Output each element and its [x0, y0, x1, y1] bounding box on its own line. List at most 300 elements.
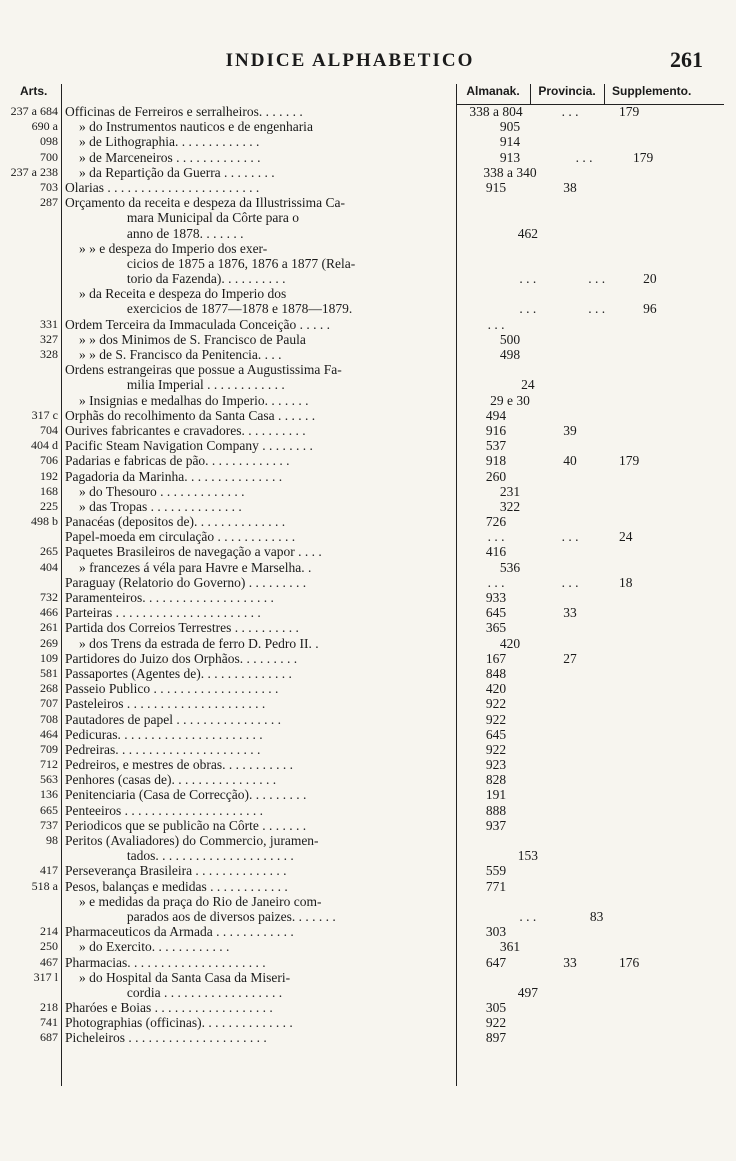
column-divider	[604, 84, 605, 104]
article-number: 269	[40, 635, 58, 650]
provincia-page	[562, 256, 631, 271]
article-number	[0, 393, 61, 408]
index-row	[0, 787, 736, 802]
index-row	[0, 256, 736, 271]
index-row	[0, 742, 736, 757]
article-number: 287	[40, 195, 58, 210]
provincia-page: . . .	[588, 271, 606, 287]
almanak-page: 420	[499, 635, 521, 651]
entry-text: » de Marceneiros . . . . . . . . . . . . .	[79, 149, 261, 165]
article-number: 732	[40, 590, 58, 604]
provincia-page: . . .	[575, 149, 593, 165]
entry-text: Periodicos que se publicão na Côrte . . . . . . .	[65, 817, 307, 833]
supplemento-page	[607, 620, 719, 635]
almanak-page: 922	[485, 696, 507, 712]
index-row	[0, 575, 736, 590]
provincia-page	[533, 590, 607, 605]
provincia-page	[533, 438, 607, 453]
provincia-page	[533, 803, 607, 818]
article-number: 250	[40, 939, 58, 954]
index-row	[0, 286, 736, 301]
provincia-page	[547, 970, 621, 985]
provincia-page	[533, 712, 607, 727]
provincia-page: 38	[563, 179, 577, 195]
article-number: 712	[40, 757, 58, 772]
column-header-supplemento: Supplemento.	[612, 84, 692, 98]
provincia-page: 83	[589, 908, 604, 924]
index-row	[0, 879, 736, 894]
provincia-page: 33	[563, 605, 577, 621]
article-number: 328	[40, 347, 58, 361]
entry-text: Pautadores de papel . . . . . . . . . . . . . . . .	[65, 711, 281, 727]
provincia-page	[533, 818, 607, 833]
article-number: 690 a	[31, 119, 58, 134]
supplemento-page	[631, 210, 736, 225]
entry-text: Orçamento da receita e despeza da Illustrissima Ca-	[65, 195, 345, 211]
article-number	[0, 210, 57, 225]
index-row	[0, 970, 736, 985]
index-row	[0, 241, 736, 256]
article-number	[0, 301, 57, 316]
article-number: 741	[40, 1015, 58, 1030]
article-number	[0, 575, 61, 590]
provincia-page	[533, 514, 607, 529]
article-number	[0, 848, 57, 863]
article-number: 237 a 238	[10, 164, 58, 179]
supplemento-page	[607, 180, 719, 195]
index-row	[0, 681, 736, 696]
supplemento-page	[607, 317, 719, 332]
index-row	[0, 332, 736, 347]
almanak-page: 231	[499, 483, 521, 499]
provincia-page	[533, 544, 607, 559]
entry-text: milia Imperial . . . . . . . . . . . .	[126, 377, 285, 393]
entry-text: Pharóes e Boias . . . . . . . . . . . . . . . . . .	[65, 1000, 273, 1016]
provincia-page: 39	[563, 422, 577, 438]
almanak-page: . . .	[519, 301, 537, 317]
provincia-page	[547, 165, 621, 180]
almanak-page: 498	[499, 347, 521, 362]
entry-text: Ourives fabricantes e cravadores. . . . . . . . . .	[65, 422, 306, 438]
entry-text: Pacific Steam Navigation Company . . . . . . . .	[65, 438, 313, 454]
supplemento-page	[607, 544, 719, 559]
index-row	[0, 696, 736, 711]
supplemento-page	[607, 362, 719, 377]
entry-text: mara Municipal da Côrte para o	[126, 210, 299, 226]
almanak-page: 726	[485, 514, 507, 530]
almanak-page: 191	[485, 787, 507, 803]
provincia-page	[533, 727, 607, 742]
provincia-page: . . .	[561, 574, 579, 590]
provincia-page	[533, 362, 607, 377]
provincia-page	[547, 119, 621, 134]
provincia-page	[547, 939, 621, 954]
entry-text: Pedreiros, e mestres de obras. . . . . . . . . . .	[65, 757, 293, 773]
almanak-page: 771	[485, 878, 507, 894]
supplemento-page	[607, 833, 719, 848]
article-number: 218	[40, 1000, 58, 1015]
entry-text: Pharmaceuticos da Armada . . . . . . . . . . . .	[65, 924, 294, 940]
supplemento-page	[621, 636, 733, 651]
provincia-page	[533, 317, 607, 332]
supplemento-page	[607, 1030, 719, 1045]
almanak-page: 937	[485, 817, 507, 833]
article-number: 417	[40, 863, 58, 878]
article-number: 703	[40, 179, 58, 194]
entry-text: » dos Trens da estrada de ferro D. Pedro II. .	[79, 635, 319, 651]
supplemento-page	[621, 134, 733, 149]
article-number	[0, 226, 57, 241]
supplemento-page	[621, 560, 733, 575]
index-row	[0, 119, 736, 134]
entry-text: Paramenteiros. . . . . . . . . . . . . . . . . . . .	[65, 590, 274, 605]
entry-text: tados. . . . . . . . . . . . . . . . . . . . .	[126, 848, 294, 864]
provincia-page	[547, 134, 621, 149]
index-row	[0, 165, 736, 180]
supplemento-page: 179	[633, 149, 654, 165]
article-number	[0, 362, 61, 377]
supplemento-page	[631, 909, 736, 924]
entry-text: Ordens estrangeiras que possue a Augustissima Fa-	[65, 362, 342, 378]
index-row	[0, 818, 736, 833]
index-row	[0, 362, 736, 377]
supplemento-page	[607, 514, 719, 529]
almanak-page: 897	[485, 1030, 507, 1046]
entry-text: Papel-moeda em circulação . . . . . . . . . . . .	[65, 529, 296, 545]
article-number: 109	[40, 650, 58, 665]
entry-text: Orphãs do recolhimento da Santa Casa . . . . . .	[65, 407, 316, 423]
page-number: 261	[670, 47, 703, 72]
article-number	[0, 271, 57, 286]
supplemento-page	[607, 696, 719, 711]
article-number: 464	[40, 726, 58, 741]
entry-text: » » dos Minimos de S. Francisco de Paula	[79, 331, 306, 347]
index-row	[0, 226, 736, 241]
provincia-page	[533, 879, 607, 894]
almanak-page: 922	[485, 711, 507, 727]
supplemento-page	[621, 119, 733, 134]
almanak-page: 922	[485, 1015, 507, 1031]
supplemento-page	[607, 757, 719, 772]
index-row	[0, 939, 736, 954]
provincia-page	[547, 286, 621, 301]
index-row	[0, 195, 736, 210]
supplemento-page	[607, 818, 719, 833]
provincia-page	[533, 469, 607, 484]
article-number: 706	[40, 453, 58, 468]
entry-text: » das Tropas . . . . . . . . . . . . . .	[79, 498, 242, 514]
supplemento-page	[607, 712, 719, 727]
almanak-page: 500	[499, 331, 521, 347]
almanak-page: 923	[485, 757, 507, 773]
supplemento-page	[631, 256, 736, 271]
supplemento-page	[607, 879, 719, 894]
provincia-page	[562, 985, 631, 1000]
provincia-page	[533, 195, 607, 210]
supplemento-page	[621, 484, 733, 499]
almanak-page	[473, 286, 547, 301]
almanak-page: 922	[485, 741, 507, 757]
index-row	[0, 514, 736, 529]
provincia-page	[547, 241, 621, 256]
article-number: 518 a	[31, 878, 58, 893]
supplemento-page	[607, 590, 719, 605]
column-header-almanak: Almanak.	[466, 84, 520, 98]
provincia-page	[533, 833, 607, 848]
column-header-provincia: Provincia.	[538, 84, 596, 98]
provincia-page	[533, 772, 607, 787]
entry-text: Photographias (officinas). . . . . . . . . . . . . .	[65, 1015, 293, 1031]
entry-text: » de Lithographia. . . . . . . . . . . . .	[79, 134, 260, 150]
entry-text: » » e despeza do Imperio dos exer-	[79, 240, 268, 256]
supplemento-page	[607, 438, 719, 453]
almanak-page: 913	[499, 149, 521, 165]
entry-text: Penteeiros . . . . . . . . . . . . . . . . . . . . .	[65, 802, 263, 818]
entry-text: Penitenciaria (Casa de Correcção). . . . . . . . .	[65, 787, 307, 803]
column-divider	[530, 84, 531, 104]
supplemento-page	[621, 241, 733, 256]
supplemento-page: 96	[643, 301, 657, 317]
article-number: 498 b	[31, 514, 58, 529]
supplemento-page	[621, 894, 733, 909]
index-row	[0, 863, 736, 878]
almanak-page: 914	[499, 134, 521, 150]
supplemento-page	[607, 787, 719, 802]
provincia-page	[533, 1030, 607, 1045]
article-number: 737	[40, 817, 58, 832]
supplemento-page	[607, 803, 719, 818]
provincia-page	[533, 1015, 607, 1030]
almanak-page: 916	[485, 422, 507, 438]
almanak-page: . . .	[487, 316, 505, 332]
column-header-arts: Arts.	[20, 84, 48, 98]
index-row	[0, 150, 736, 165]
index-row	[0, 772, 736, 787]
entry-text: » » de S. Francisco da Penitencia. . . .	[79, 347, 282, 362]
almanak-page	[473, 241, 547, 256]
supplemento-page	[607, 651, 719, 666]
article-number: 237 a 684	[10, 104, 58, 118]
almanak-page: 29 e 30	[490, 392, 530, 408]
almanak-page: 828	[485, 772, 507, 788]
index-row	[0, 104, 736, 119]
index-row	[0, 301, 736, 316]
supplemento-page	[621, 347, 733, 362]
index-row	[0, 909, 736, 924]
entry-text: Partidores do Juizo dos Orphãos. . . . . . . . .	[65, 650, 298, 666]
index-row	[0, 210, 736, 225]
almanak-page	[493, 210, 562, 225]
provincia-page: . . .	[588, 301, 606, 317]
entry-text: Olarias . . . . . . . . . . . . . . . . . . . . . . .	[65, 179, 260, 195]
entry-text: anno de 1878. . . . . . .	[126, 225, 244, 241]
almanak-page: 167	[485, 650, 507, 666]
supplemento-page	[621, 970, 733, 985]
provincia-page	[547, 332, 621, 347]
index-row	[0, 393, 736, 408]
supplemento-page	[607, 681, 719, 696]
provincia-page	[533, 681, 607, 696]
article-number	[0, 894, 61, 909]
almanak-page: 918	[485, 453, 507, 469]
article-number: 168	[40, 483, 58, 498]
supplemento-page	[607, 772, 719, 787]
provincia-page: 27	[563, 650, 577, 666]
index-row	[0, 544, 736, 559]
index-row	[0, 180, 736, 195]
article-number: 467	[40, 954, 58, 969]
entry-text: Pedreiras. . . . . . . . . . . . . . . . . . . . . .	[65, 741, 261, 757]
article-number: 709	[40, 741, 58, 756]
article-number: 136	[40, 787, 58, 802]
almanak-page: 645	[485, 605, 507, 621]
entry-text: Passeio Publico . . . . . . . . . . . . . . . . . . .	[65, 681, 279, 697]
supplemento-page	[607, 666, 719, 681]
entry-text: » da Receita e despeza do Imperio dos	[79, 286, 287, 302]
article-number: 327	[40, 331, 58, 346]
article-number: 581	[40, 665, 58, 680]
entry-text: cicios de 1875 a 1876, 1876 a 1877 (Rela-	[126, 255, 356, 271]
almanak-page	[459, 362, 533, 377]
almanak-page	[473, 894, 547, 909]
almanak-page	[493, 256, 562, 271]
almanak-page	[473, 970, 547, 985]
supplemento-page	[631, 226, 736, 241]
entry-text: » do Instrumentos nauticos e de engenharia	[79, 119, 313, 135]
article-number: 563	[40, 772, 58, 787]
supplemento-page	[631, 848, 736, 863]
index-row	[0, 317, 736, 332]
article-number	[0, 286, 61, 301]
entry-text: Pharmacias. . . . . . . . . . . . . . . . . . . . .	[65, 954, 266, 970]
index-row	[0, 560, 736, 575]
article-number: 268	[40, 681, 58, 696]
index-row	[0, 1000, 736, 1015]
article-number: 331	[40, 316, 58, 331]
article-number: 261	[40, 620, 58, 635]
entry-text: parados aos de diversos paizes. . . . . . .	[126, 908, 336, 924]
provincia-page	[547, 393, 621, 408]
almanak-page: 933	[485, 590, 507, 605]
provincia-page	[562, 848, 631, 863]
entry-text: » e medidas da praça do Rio de Janeiro com-	[79, 893, 322, 909]
supplemento-page	[607, 924, 719, 939]
index-row	[0, 423, 736, 438]
index-row	[0, 712, 736, 727]
article-number: 317 c	[31, 407, 58, 422]
supplemento-page	[621, 165, 733, 180]
article-number: 707	[40, 696, 58, 711]
almanak-page: 905	[499, 119, 521, 135]
provincia-page	[547, 484, 621, 499]
almanak-page	[459, 833, 533, 848]
index-row	[0, 757, 736, 772]
almanak-page: 537	[485, 438, 507, 454]
almanak-page: 647	[485, 954, 507, 970]
almanak-page: . . .	[519, 271, 537, 287]
almanak-page: 361	[499, 939, 521, 955]
entry-text: Penhores (casas de). . . . . . . . . . . . . . . .	[65, 772, 277, 788]
article-number: 704	[40, 422, 58, 437]
provincia-page	[547, 560, 621, 575]
index-entries	[0, 104, 736, 1046]
almanak-page: 365	[485, 620, 507, 636]
index-row	[0, 636, 736, 651]
entry-text: Partida dos Correios Terrestres . . . . . . . . . .	[65, 620, 299, 636]
provincia-page	[562, 377, 631, 392]
supplemento-page	[607, 1000, 719, 1015]
entry-text: Pagadoria da Marinha. . . . . . . . . . . . . . .	[65, 468, 283, 484]
entry-text: Paquetes Brasileiros de navegação a vapor . . . .	[65, 544, 322, 560]
index-row	[0, 271, 736, 286]
provincia-page	[562, 210, 631, 225]
index-row	[0, 377, 736, 392]
index-row	[0, 605, 736, 620]
index-row	[0, 848, 736, 863]
entry-text: Pasteleiros . . . . . . . . . . . . . . . . . . . . .	[65, 696, 266, 712]
provincia-page	[562, 226, 631, 241]
supplemento-page	[621, 286, 733, 301]
almanak-page: 536	[499, 559, 521, 575]
provincia-page	[547, 894, 621, 909]
article-number: 708	[40, 711, 58, 726]
index-row	[0, 651, 736, 666]
index-row	[0, 484, 736, 499]
supplemento-page	[621, 332, 733, 347]
entry-text: Passaportes (Agentes de). . . . . . . . . . . . . .	[65, 665, 292, 681]
article-number: 214	[40, 924, 58, 939]
supplemento-page	[631, 985, 736, 1000]
provincia-page	[533, 742, 607, 757]
provincia-page	[533, 666, 607, 681]
supplemento-page: 18	[619, 574, 633, 590]
almanak-page: 888	[485, 802, 507, 818]
almanak-page: 462	[517, 225, 538, 241]
article-number	[0, 909, 57, 924]
provincia-page	[533, 787, 607, 802]
supplemento-page	[607, 742, 719, 757]
supplemento-page	[607, 1015, 719, 1030]
almanak-page: 915	[485, 179, 507, 195]
almanak-page: 416	[485, 544, 507, 560]
entry-text: » do Hospital da Santa Casa da Miseri-	[79, 969, 291, 985]
almanak-page: 303	[485, 924, 507, 940]
provincia-page	[533, 863, 607, 878]
index-row	[0, 590, 736, 605]
provincia-page	[547, 636, 621, 651]
almanak-page: . . .	[487, 529, 505, 545]
article-number	[0, 377, 57, 392]
supplemento-page	[607, 423, 719, 438]
almanak-page	[459, 195, 533, 210]
entry-text: Paraguay (Relatorio do Governo) . . . . . . . . .	[65, 574, 307, 590]
entry-text: » francezes á véla para Havre e Marselha. .	[79, 559, 312, 575]
index-row	[0, 894, 736, 909]
supplemento-page	[607, 727, 719, 742]
provincia-page	[533, 620, 607, 635]
article-number: 665	[40, 802, 58, 817]
almanak-page: . . .	[519, 908, 537, 924]
index-row	[0, 134, 736, 149]
supplemento-page: 176	[619, 954, 640, 970]
entry-text: » da Repartição da Guerra . . . . . . . .	[79, 164, 275, 180]
entry-text: » Insignias e medalhas do Imperio. . . . . . .	[79, 392, 309, 408]
supplemento-page	[607, 863, 719, 878]
entry-text: Panacéas (depositos de). . . . . . . . . . . . . .	[65, 514, 286, 530]
entry-text: Padarias e fabricas de pão. . . . . . . . . . . . .	[65, 453, 290, 469]
provincia-page	[533, 408, 607, 423]
index-row	[0, 666, 736, 681]
